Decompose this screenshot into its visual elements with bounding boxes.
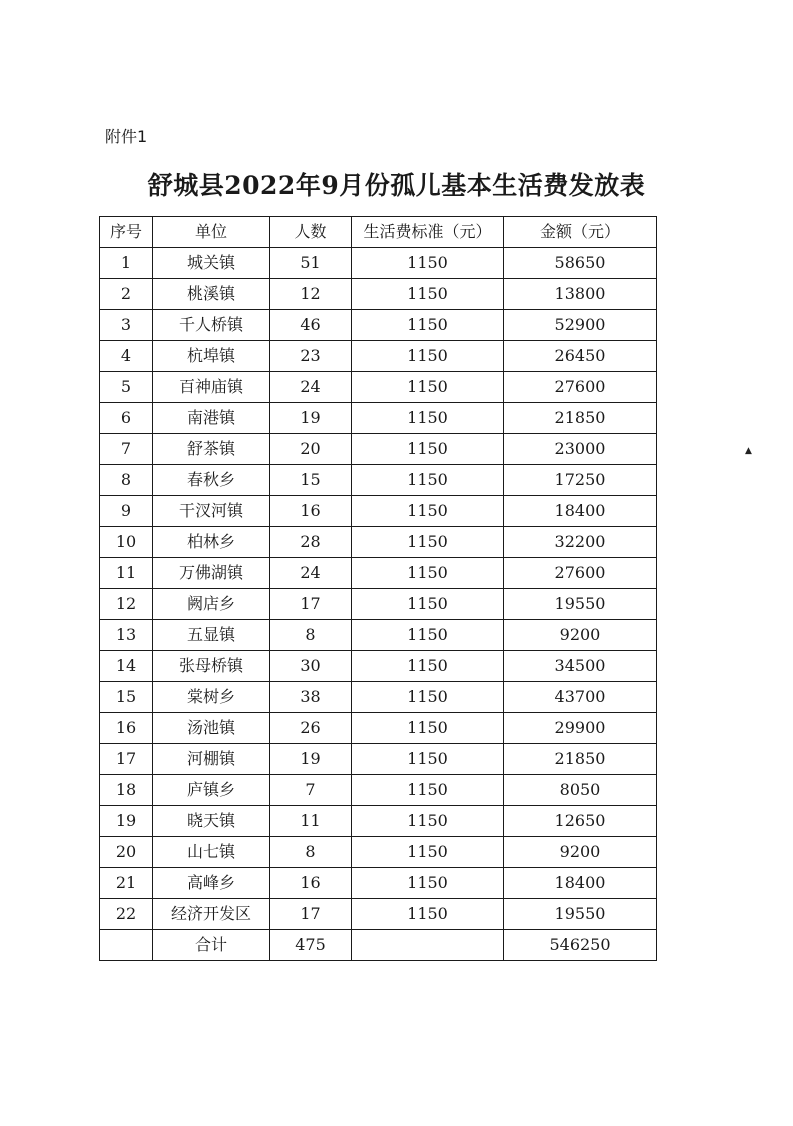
cell-count: 24 xyxy=(270,558,352,589)
header-amount: 金额（元） xyxy=(504,217,657,248)
table-row xyxy=(100,713,657,744)
cell-index: 12 xyxy=(100,589,153,620)
header-index: 序号 xyxy=(100,217,153,248)
cell-count: 7 xyxy=(270,775,352,806)
table-row xyxy=(100,620,657,651)
cell-unit: 万佛湖镇 xyxy=(153,558,270,589)
cell-count: 46 xyxy=(270,310,352,341)
cell-amount: 21850 xyxy=(504,403,657,434)
table-body xyxy=(100,248,657,930)
cell-standard: 1150 xyxy=(352,372,504,403)
cell-index: 11 xyxy=(100,558,153,589)
cell-amount: 9200 xyxy=(504,620,657,651)
cell-index: 22 xyxy=(100,899,153,930)
cell-unit: 桃溪镇 xyxy=(153,279,270,310)
table-row xyxy=(100,682,657,713)
cell-count: 23 xyxy=(270,341,352,372)
table-row xyxy=(100,434,657,465)
table-row xyxy=(100,558,657,589)
scan-mark: ▲ xyxy=(745,446,752,456)
cell-index: 14 xyxy=(100,651,153,682)
cell-unit: 经济开发区 xyxy=(153,899,270,930)
cell-index: 4 xyxy=(100,341,153,372)
cell-count: 16 xyxy=(270,868,352,899)
cell-amount: 19550 xyxy=(504,589,657,620)
table-row xyxy=(100,527,657,558)
cell-amount: 18400 xyxy=(504,496,657,527)
cell-count: 26 xyxy=(270,713,352,744)
cell-count: 28 xyxy=(270,527,352,558)
cell-unit: 杭埠镇 xyxy=(153,341,270,372)
cell-standard: 1150 xyxy=(352,310,504,341)
table-row xyxy=(100,806,657,837)
cell-standard: 1150 xyxy=(352,279,504,310)
cell-count: 38 xyxy=(270,682,352,713)
page-title: 舒城县2022年9月份孤儿基本生活费发放表 xyxy=(147,171,646,200)
cell-unit: 百神庙镇 xyxy=(153,372,270,403)
cell-index: 21 xyxy=(100,868,153,899)
total-index xyxy=(100,930,153,961)
cell-amount: 19550 xyxy=(504,899,657,930)
cell-amount: 34500 xyxy=(504,651,657,682)
attachment-label: 附件1 xyxy=(105,127,148,146)
total-amount: 546250 xyxy=(504,930,657,961)
table-row xyxy=(100,775,657,806)
cell-index: 9 xyxy=(100,496,153,527)
header-count: 人数 xyxy=(270,217,352,248)
cell-standard: 1150 xyxy=(352,806,504,837)
cell-amount: 29900 xyxy=(504,713,657,744)
cell-index: 10 xyxy=(100,527,153,558)
cell-unit: 城关镇 xyxy=(153,248,270,279)
cell-index: 3 xyxy=(100,310,153,341)
cell-count: 19 xyxy=(270,744,352,775)
cell-count: 19 xyxy=(270,403,352,434)
cell-unit: 河棚镇 xyxy=(153,744,270,775)
table-row xyxy=(100,837,657,868)
cell-index: 15 xyxy=(100,682,153,713)
cell-amount: 18400 xyxy=(504,868,657,899)
cell-standard: 1150 xyxy=(352,899,504,930)
table-row xyxy=(100,744,657,775)
table-row xyxy=(100,589,657,620)
cell-amount: 21850 xyxy=(504,744,657,775)
cell-standard: 1150 xyxy=(352,775,504,806)
cell-amount: 8050 xyxy=(504,775,657,806)
table-row xyxy=(100,465,657,496)
cell-standard: 1150 xyxy=(352,248,504,279)
table-row xyxy=(100,868,657,899)
cell-amount: 12650 xyxy=(504,806,657,837)
cell-standard: 1150 xyxy=(352,558,504,589)
cell-amount: 32200 xyxy=(504,527,657,558)
cell-count: 51 xyxy=(270,248,352,279)
cell-count: 8 xyxy=(270,837,352,868)
cell-standard: 1150 xyxy=(352,868,504,899)
cell-index: 18 xyxy=(100,775,153,806)
table-row xyxy=(100,403,657,434)
table-row xyxy=(100,341,657,372)
cell-amount: 17250 xyxy=(504,465,657,496)
cell-unit: 庐镇乡 xyxy=(153,775,270,806)
table-header-row xyxy=(100,217,657,248)
cell-index: 6 xyxy=(100,403,153,434)
cell-amount: 58650 xyxy=(504,248,657,279)
cell-standard: 1150 xyxy=(352,496,504,527)
cell-index: 20 xyxy=(100,837,153,868)
cell-standard: 1150 xyxy=(352,589,504,620)
cell-index: 7 xyxy=(100,434,153,465)
table-row xyxy=(100,248,657,279)
cell-amount: 43700 xyxy=(504,682,657,713)
table-row xyxy=(100,496,657,527)
total-label: 合计 xyxy=(153,930,270,961)
cell-standard: 1150 xyxy=(352,341,504,372)
cell-count: 16 xyxy=(270,496,352,527)
cell-count: 20 xyxy=(270,434,352,465)
cell-unit: 南港镇 xyxy=(153,403,270,434)
cell-count: 30 xyxy=(270,651,352,682)
cell-count: 17 xyxy=(270,589,352,620)
allowance-table xyxy=(99,216,657,961)
cell-standard: 1150 xyxy=(352,713,504,744)
cell-amount: 23000 xyxy=(504,434,657,465)
cell-unit: 棠树乡 xyxy=(153,682,270,713)
total-count: 475 xyxy=(270,930,352,961)
cell-unit: 张母桥镇 xyxy=(153,651,270,682)
cell-standard: 1150 xyxy=(352,465,504,496)
cell-unit: 汤池镇 xyxy=(153,713,270,744)
cell-unit: 舒茶镇 xyxy=(153,434,270,465)
cell-amount: 27600 xyxy=(504,372,657,403)
cell-count: 8 xyxy=(270,620,352,651)
total-row xyxy=(100,930,657,961)
cell-unit: 阙店乡 xyxy=(153,589,270,620)
cell-index: 2 xyxy=(100,279,153,310)
cell-standard: 1150 xyxy=(352,651,504,682)
cell-standard: 1150 xyxy=(352,620,504,651)
cell-amount: 13800 xyxy=(504,279,657,310)
cell-count: 17 xyxy=(270,899,352,930)
cell-index: 8 xyxy=(100,465,153,496)
table-row xyxy=(100,651,657,682)
cell-unit: 柏林乡 xyxy=(153,527,270,558)
cell-amount: 52900 xyxy=(504,310,657,341)
cell-unit: 干汊河镇 xyxy=(153,496,270,527)
cell-count: 12 xyxy=(270,279,352,310)
table-row xyxy=(100,279,657,310)
cell-unit: 晓天镇 xyxy=(153,806,270,837)
header-unit: 单位 xyxy=(153,217,270,248)
cell-amount: 27600 xyxy=(504,558,657,589)
table-row xyxy=(100,372,657,403)
cell-standard: 1150 xyxy=(352,403,504,434)
cell-unit: 山七镇 xyxy=(153,837,270,868)
cell-index: 16 xyxy=(100,713,153,744)
cell-standard: 1150 xyxy=(352,837,504,868)
total-standard xyxy=(352,930,504,961)
table-row xyxy=(100,310,657,341)
cell-standard: 1150 xyxy=(352,744,504,775)
cell-unit: 千人桥镇 xyxy=(153,310,270,341)
cell-standard: 1150 xyxy=(352,434,504,465)
cell-index: 5 xyxy=(100,372,153,403)
cell-count: 15 xyxy=(270,465,352,496)
cell-count: 11 xyxy=(270,806,352,837)
cell-amount: 26450 xyxy=(504,341,657,372)
cell-index: 13 xyxy=(100,620,153,651)
cell-unit: 春秋乡 xyxy=(153,465,270,496)
cell-unit: 五显镇 xyxy=(153,620,270,651)
cell-index: 1 xyxy=(100,248,153,279)
cell-standard: 1150 xyxy=(352,682,504,713)
cell-index: 17 xyxy=(100,744,153,775)
table-row xyxy=(100,899,657,930)
cell-count: 24 xyxy=(270,372,352,403)
header-standard: 生活费标准（元） xyxy=(352,217,504,248)
cell-index: 19 xyxy=(100,806,153,837)
cell-standard: 1150 xyxy=(352,527,504,558)
cell-unit: 高峰乡 xyxy=(153,868,270,899)
cell-amount: 9200 xyxy=(504,837,657,868)
